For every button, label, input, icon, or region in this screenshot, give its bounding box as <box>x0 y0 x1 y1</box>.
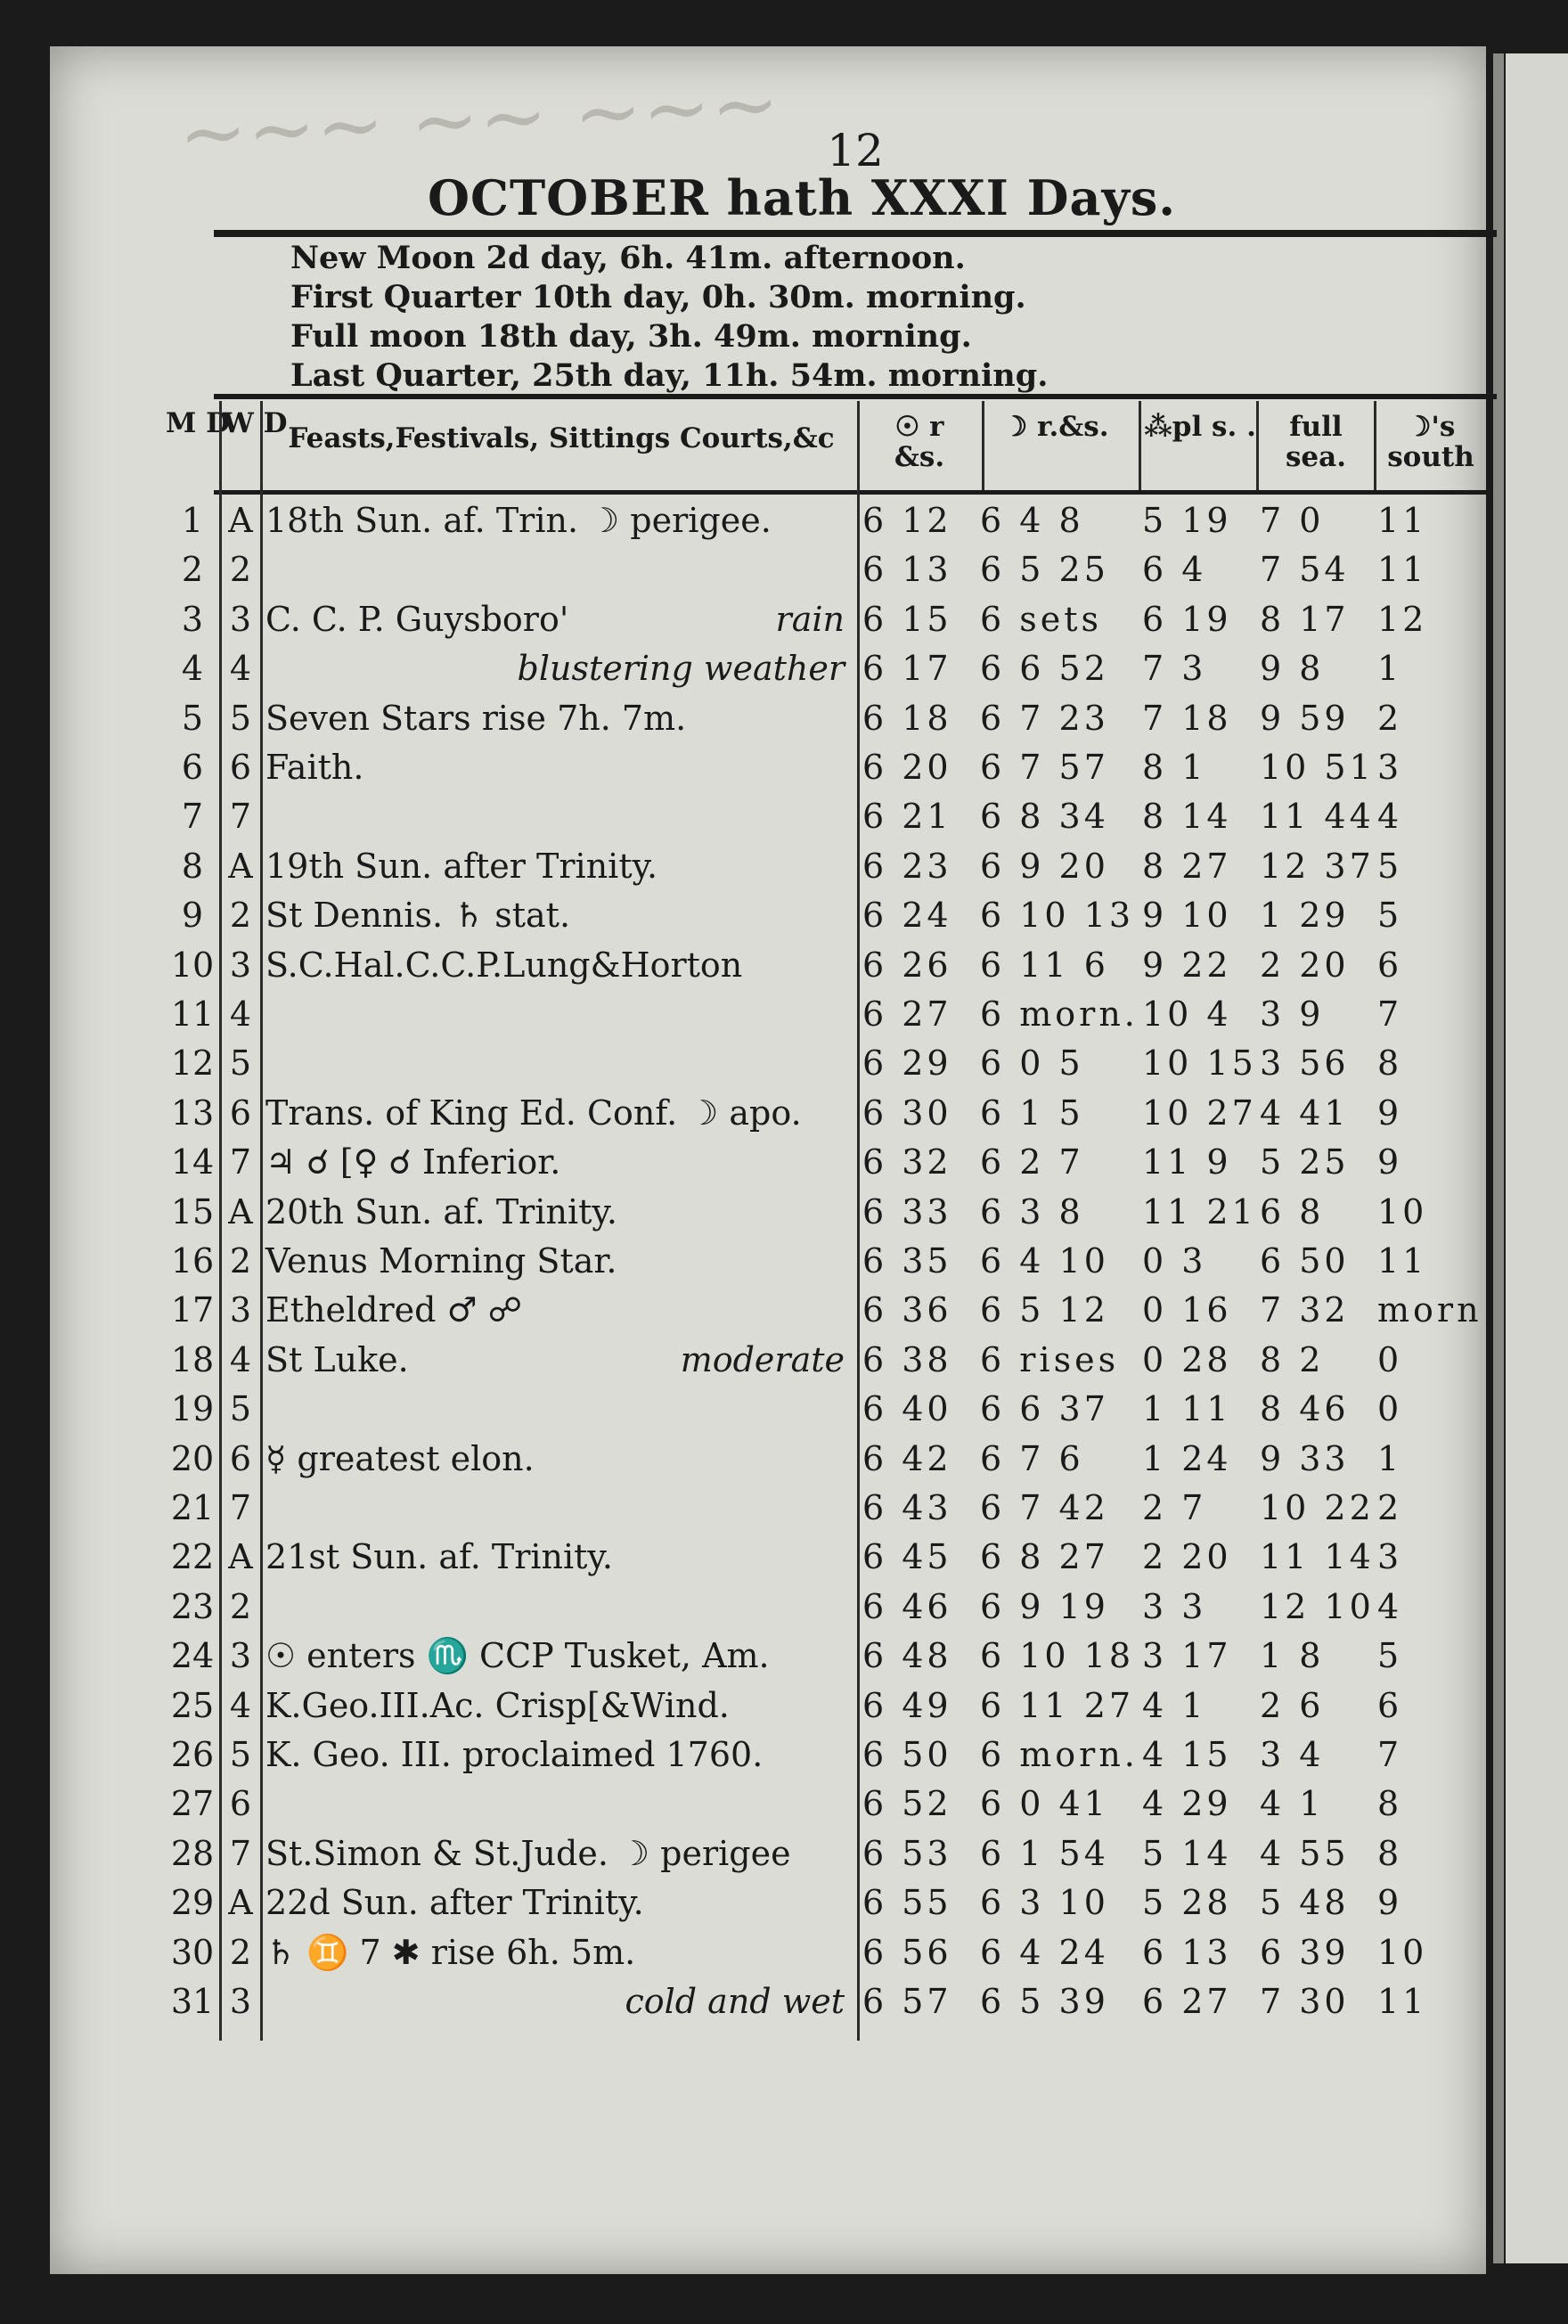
cell-feast: Venus Morning Star. <box>265 1241 617 1281</box>
cell-full-sea: 6 50 <box>1260 1241 1350 1281</box>
cell-moon-rise-set: 6 morn. <box>980 994 1139 1034</box>
cell-seven-stars: 4 1 <box>1142 1685 1207 1725</box>
cell-full-sea: 4 1 <box>1260 1784 1325 1824</box>
cell-seven-stars: 0 3 <box>1142 1241 1207 1281</box>
cell-feast: St Dennis. ♄ stat. <box>265 896 571 936</box>
table-row <box>0 1587 1568 1636</box>
cell-full-sea: 10 51 <box>1260 748 1375 787</box>
cell-sun-rise-set: 6 38 <box>862 1339 952 1379</box>
moon-phases <box>290 239 1048 396</box>
cell-moon-rise-set: 6 3 10 <box>980 1883 1109 1923</box>
table-row <box>0 1784 1568 1833</box>
cell-moon-rise-set: 6 6 37 <box>980 1389 1109 1429</box>
cell-moon-rise-set: 6 rises <box>980 1339 1120 1379</box>
cell-sun-rise-set: 6 24 <box>862 896 952 936</box>
cell-feast: 22d Sun. after Trinity. <box>265 1883 644 1923</box>
cell-moon-rise-set: 6 0 41 <box>980 1784 1109 1824</box>
cell-moon-south: morn <box>1377 1290 1482 1330</box>
cell-seven-stars: 5 28 <box>1142 1883 1232 1923</box>
cell-week-day: 2 <box>229 1241 252 1281</box>
cell-full-sea: 7 32 <box>1260 1290 1350 1330</box>
cell-sun-rise-set: 6 52 <box>862 1784 952 1824</box>
cell-moon-rise-set: 6 1 54 <box>980 1833 1109 1873</box>
cell-sun-rise-set: 6 56 <box>862 1932 952 1972</box>
cell-month-day: 1 <box>181 501 204 540</box>
cell-full-sea: 3 4 <box>1260 1735 1325 1774</box>
cell-moon-south: 5 <box>1377 1636 1403 1676</box>
cell-sun-rise-set: 6 42 <box>862 1438 952 1478</box>
cell-full-sea: 1 8 <box>1260 1636 1325 1676</box>
cell-feast: ☉ enters ♏ CCP Tusket, Am. <box>265 1636 770 1676</box>
cell-moon-south: 6 <box>1377 945 1403 985</box>
table-row <box>0 1537 1568 1586</box>
cell-month-day: 30 <box>170 1932 215 1972</box>
cell-moon-south: 8 <box>1377 1043 1403 1084</box>
cell-week-day: 7 <box>229 1488 252 1527</box>
cell-seven-stars: 5 14 <box>1142 1833 1232 1873</box>
moon-phase-first-quarter: First Quarter 10th day, 0h. 30m. morning. <box>290 279 1026 315</box>
rule-stars <box>1256 401 1259 490</box>
cell-moon-rise-set: 6 8 27 <box>980 1537 1109 1577</box>
cell-moon-south: 4 <box>1377 797 1403 837</box>
cell-sun-rise-set: 6 12 <box>862 501 952 540</box>
table-row <box>0 1142 1568 1191</box>
cell-seven-stars: 10 4 <box>1142 994 1232 1034</box>
cell-week-day: 5 <box>229 1389 252 1429</box>
cell-moon-rise-set: 6 morn. <box>980 1735 1139 1774</box>
cell-sun-rise-set: 6 48 <box>862 1636 952 1676</box>
cell-full-sea: 7 54 <box>1260 550 1350 590</box>
rule-moon <box>1139 401 1141 490</box>
cell-sun-rise-set: 6 20 <box>862 748 952 787</box>
cell-moon-rise-set: 6 11 6 <box>980 945 1109 985</box>
cell-full-sea: 1 29 <box>1260 896 1350 936</box>
cell-week-day: 3 <box>229 1982 252 2021</box>
table-row <box>0 847 1568 896</box>
cell-month-day: 31 <box>170 1982 215 2021</box>
cell-sun-rise-set: 6 23 <box>862 846 952 886</box>
table-row <box>0 945 1568 994</box>
cell-seven-stars: 3 3 <box>1142 1586 1207 1626</box>
cell-sun-rise-set: 6 36 <box>862 1290 952 1330</box>
cell-week-day: 4 <box>229 994 252 1034</box>
cell-feast: Etheldred ♂ ☍ <box>265 1290 523 1330</box>
cell-moon-rise-set: 6 7 23 <box>980 698 1109 738</box>
cell-month-day: 4 <box>181 649 204 689</box>
cell-feast: St.Simon & St.Jude. ☽ perigee <box>265 1833 791 1873</box>
cell-sun-rise-set: 6 55 <box>862 1883 952 1923</box>
cell-seven-stars: 8 14 <box>1142 797 1232 837</box>
cell-month-day: 25 <box>170 1685 215 1725</box>
cell-month-day: 28 <box>170 1833 215 1873</box>
cell-sun-rise-set: 6 26 <box>862 945 952 985</box>
cell-seven-stars: 8 1 <box>1142 748 1207 787</box>
rule-sea <box>1374 401 1376 490</box>
cell-full-sea: 3 9 <box>1260 994 1325 1034</box>
cell-sun-rise-set: 6 35 <box>862 1241 952 1281</box>
cell-sun-rise-set: 6 50 <box>862 1735 952 1774</box>
cell-moon-rise-set: 6 7 6 <box>980 1438 1084 1478</box>
cell-full-sea: 4 41 <box>1260 1092 1350 1133</box>
table-row <box>0 896 1568 945</box>
cell-seven-stars: 2 7 <box>1142 1488 1207 1527</box>
cell-week-day: 7 <box>229 1833 252 1873</box>
cell-seven-stars: 8 27 <box>1142 846 1232 886</box>
cell-moon-rise-set: 6 9 19 <box>980 1586 1109 1626</box>
cell-moon-south: 9 <box>1377 1883 1403 1923</box>
cell-feast: 21st Sun. af. Trinity. <box>265 1537 613 1577</box>
table-row <box>0 649 1568 698</box>
cell-sun-rise-set: 6 53 <box>862 1833 952 1873</box>
cell-month-day: 5 <box>181 698 204 738</box>
cell-moon-rise-set: 6 2 7 <box>980 1142 1084 1182</box>
header-full-sea: full sea. <box>1285 411 1347 473</box>
cell-moon-rise-set: 6 7 57 <box>980 748 1109 787</box>
cell-moon-south: 7 <box>1377 994 1403 1034</box>
cell-moon-south: 1 <box>1377 649 1403 689</box>
cell-moon-south: 8 <box>1377 1833 1403 1873</box>
cell-moon-rise-set: 6 5 39 <box>980 1982 1109 2021</box>
cell-moon-south: 7 <box>1377 1735 1403 1774</box>
table-row <box>0 550 1568 599</box>
cell-week-day: 6 <box>229 1438 252 1478</box>
cell-moon-south: 8 <box>1377 1784 1403 1824</box>
cell-seven-stars: 6 13 <box>1142 1932 1232 1972</box>
cell-sun-rise-set: 6 49 <box>862 1685 952 1725</box>
cell-seven-stars: 1 24 <box>1142 1438 1232 1478</box>
cell-full-sea: 3 56 <box>1260 1043 1350 1084</box>
cell-feast: 20th Sun. af. Trinity. <box>265 1191 617 1232</box>
cell-moon-rise-set: 6 4 8 <box>980 501 1084 540</box>
header-month-day: M D <box>166 407 230 439</box>
cell-week-day: 2 <box>229 550 252 590</box>
table-row <box>0 1488 1568 1537</box>
cell-feast: 19th Sun. after Trinity. <box>265 846 658 886</box>
cell-seven-stars: 0 16 <box>1142 1290 1232 1330</box>
cell-month-day: 8 <box>181 846 204 886</box>
cell-week-day: A <box>228 1191 253 1232</box>
cell-full-sea: 2 20 <box>1260 945 1350 985</box>
cell-moon-rise-set: 6 3 8 <box>980 1191 1084 1232</box>
cell-full-sea: 5 48 <box>1260 1883 1350 1923</box>
cell-full-sea: 11 44 <box>1260 797 1375 837</box>
cell-week-day: A <box>228 1883 253 1923</box>
cell-month-day: 15 <box>170 1191 215 1232</box>
cell-sun-rise-set: 6 13 <box>862 550 952 590</box>
cell-month-day: 6 <box>181 748 204 787</box>
title-rule <box>214 230 1497 237</box>
cell-month-day: 12 <box>170 1043 215 1084</box>
cell-week-day: 3 <box>229 599 252 639</box>
table-row <box>0 1093 1568 1142</box>
cell-full-sea: 9 59 <box>1260 698 1350 738</box>
table-row <box>0 501 1568 550</box>
moon-phase-last-quarter: Last Quarter, 25th day, 11h. 54m. morning. <box>290 357 1049 394</box>
cell-seven-stars: 7 18 <box>1142 698 1232 738</box>
cell-feast: 18th Sun. af. Trin. ☽ perigee. <box>265 501 772 540</box>
cell-week-day: A <box>228 846 253 886</box>
cell-weather: blustering weather <box>517 649 845 689</box>
cell-week-day: 6 <box>229 1784 252 1824</box>
cell-week-day: 2 <box>229 896 252 936</box>
cell-month-day: 16 <box>170 1241 215 1281</box>
table-row <box>0 699 1568 748</box>
header-sun: ☉ r &s. <box>894 411 945 473</box>
cell-sun-rise-set: 6 17 <box>862 649 952 689</box>
header-feasts: Feasts,Festivals, Sittings Courts,&c <box>288 422 835 454</box>
cell-moon-south: 12 <box>1377 599 1428 639</box>
cell-month-day: 23 <box>170 1586 215 1626</box>
cell-sun-rise-set: 6 27 <box>862 994 952 1034</box>
cell-sun-rise-set: 6 43 <box>862 1488 952 1527</box>
cell-week-day: 7 <box>229 1142 252 1182</box>
cell-feast: S.C.Hal.C.C.P.Lung&Horton <box>265 945 743 985</box>
cell-moon-rise-set: 6 9 20 <box>980 846 1109 886</box>
cell-week-day: 5 <box>229 1043 252 1084</box>
cell-seven-stars: 6 19 <box>1142 599 1232 639</box>
cell-month-day: 26 <box>170 1735 215 1774</box>
cell-month-day: 11 <box>170 994 215 1034</box>
cell-feast: K. Geo. III. proclaimed 1760. <box>265 1735 764 1774</box>
cell-full-sea: 9 8 <box>1260 649 1325 689</box>
cell-month-day: 24 <box>170 1636 215 1676</box>
cell-moon-south: 1 <box>1377 1438 1403 1478</box>
cell-seven-stars: 1 11 <box>1142 1389 1232 1429</box>
cell-month-day: 27 <box>170 1784 215 1824</box>
table-row <box>0 1439 1568 1488</box>
table-row <box>0 1883 1568 1932</box>
cell-moon-rise-set: 6 5 25 <box>980 550 1109 590</box>
cell-full-sea: 7 0 <box>1260 501 1325 540</box>
cell-moon-rise-set: 6 1 5 <box>980 1092 1084 1133</box>
table-row <box>0 1389 1568 1438</box>
cell-moon-south: 0 <box>1377 1389 1403 1429</box>
table-row <box>0 1192 1568 1241</box>
cell-moon-south: 11 <box>1377 1241 1428 1281</box>
moon-phase-full: Full moon 18th day, 3h. 49m. morning. <box>290 318 972 355</box>
cell-moon-south: 2 <box>1377 1488 1403 1527</box>
cell-sun-rise-set: 6 33 <box>862 1191 952 1232</box>
cell-week-day: 3 <box>229 1290 252 1330</box>
cell-seven-stars: 6 27 <box>1142 1982 1232 2021</box>
cell-feast: St Luke. <box>265 1339 409 1379</box>
cell-seven-stars: 4 15 <box>1142 1735 1232 1774</box>
cell-sun-rise-set: 6 45 <box>862 1537 952 1577</box>
phases-rule <box>214 394 1497 399</box>
cell-sun-rise-set: 6 40 <box>862 1389 952 1429</box>
cell-week-day: 6 <box>229 1092 252 1133</box>
cell-weather: rain <box>775 599 845 639</box>
table-row <box>0 1340 1568 1389</box>
table-row <box>0 1933 1568 1982</box>
cell-moon-south: 9 <box>1377 1092 1403 1133</box>
cell-moon-south: 11 <box>1377 1982 1428 2021</box>
cell-month-day: 22 <box>170 1537 215 1577</box>
cell-full-sea: 10 22 <box>1260 1488 1375 1527</box>
table-row <box>0 1241 1568 1290</box>
cell-full-sea: 4 55 <box>1260 1833 1350 1873</box>
cell-moon-rise-set: 6 0 5 <box>980 1043 1084 1084</box>
cell-moon-south: 5 <box>1377 846 1403 886</box>
cell-moon-south: 10 <box>1377 1932 1428 1972</box>
cell-full-sea: 6 39 <box>1260 1932 1350 1972</box>
cell-month-day: 7 <box>181 797 204 837</box>
cell-feast: ☿ greatest elon. <box>265 1438 535 1478</box>
cell-month-day: 18 <box>170 1339 215 1379</box>
cell-week-day: 2 <box>229 1586 252 1626</box>
cell-seven-stars: 10 27 <box>1142 1092 1257 1133</box>
cell-feast: K.Geo.III.Ac. Crisp[&Wind. <box>265 1685 730 1725</box>
cell-sun-rise-set: 6 46 <box>862 1586 952 1626</box>
cell-week-day: 6 <box>229 748 252 787</box>
cell-full-sea: 12 10 <box>1260 1586 1375 1626</box>
table-row <box>0 1735 1568 1784</box>
cell-week-day: 3 <box>229 1636 252 1676</box>
cell-seven-stars: 0 28 <box>1142 1339 1232 1379</box>
cell-full-sea: 9 33 <box>1260 1438 1350 1478</box>
cell-full-sea: 11 14 <box>1260 1537 1375 1577</box>
cell-full-sea: 8 2 <box>1260 1339 1325 1379</box>
header-rule <box>214 490 1488 495</box>
cell-sun-rise-set: 6 18 <box>862 698 952 738</box>
cell-moon-south: 9 <box>1377 1142 1403 1182</box>
cell-week-day: A <box>228 1537 253 1577</box>
cell-month-day: 13 <box>170 1092 215 1133</box>
cell-seven-stars: 11 21 <box>1142 1191 1257 1232</box>
cell-moon-rise-set: 6 11 27 <box>980 1685 1135 1725</box>
cell-moon-south: 3 <box>1377 1537 1403 1577</box>
table-row <box>0 1834 1568 1883</box>
cell-month-day: 10 <box>170 945 215 985</box>
cell-month-day: 2 <box>181 550 204 590</box>
table-row <box>0 797 1568 846</box>
cell-seven-stars: 2 20 <box>1142 1537 1232 1577</box>
cell-moon-rise-set: 6 10 18 <box>980 1636 1135 1676</box>
cell-month-day: 19 <box>170 1389 215 1429</box>
cell-moon-south: 3 <box>1377 748 1403 787</box>
cell-weather: cold and wet <box>625 1982 845 2021</box>
cell-full-sea: 8 46 <box>1260 1389 1350 1429</box>
cell-seven-stars: 9 10 <box>1142 896 1232 936</box>
cell-moon-south: 10 <box>1377 1191 1428 1232</box>
cell-feast: C. C. P. Guysboro' <box>265 599 569 639</box>
cell-full-sea: 7 30 <box>1260 1982 1350 2021</box>
header-moon: ☽ r.&s. <box>1002 411 1109 443</box>
cell-moon-south: 4 <box>1377 1586 1403 1626</box>
cell-week-day: 4 <box>229 1685 252 1725</box>
cell-sun-rise-set: 6 32 <box>862 1142 952 1182</box>
cell-feast: Seven Stars rise 7h. 7m. <box>265 698 687 738</box>
cell-week-day: 4 <box>229 649 252 689</box>
cell-sun-rise-set: 6 57 <box>862 1982 952 2021</box>
table-row <box>0 1982 1568 2031</box>
cell-month-day: 3 <box>181 599 204 639</box>
cell-sun-rise-set: 6 29 <box>862 1043 952 1084</box>
cell-seven-stars: 9 22 <box>1142 945 1232 985</box>
table-row <box>0 1686 1568 1735</box>
rule-sun <box>982 401 984 490</box>
cell-seven-stars: 10 15 <box>1142 1043 1257 1084</box>
cell-weather: moderate <box>680 1339 845 1379</box>
cell-full-sea: 5 25 <box>1260 1142 1350 1182</box>
cell-seven-stars: 11 9 <box>1142 1142 1232 1182</box>
table-row <box>0 1290 1568 1339</box>
cell-month-day: 21 <box>170 1488 215 1527</box>
cell-sun-rise-set: 6 15 <box>862 599 952 639</box>
table-row <box>0 1636 1568 1685</box>
cell-seven-stars: 3 17 <box>1142 1636 1232 1676</box>
cell-full-sea: 6 8 <box>1260 1191 1325 1232</box>
cell-month-day: 20 <box>170 1438 215 1478</box>
cell-seven-stars: 5 19 <box>1142 501 1232 540</box>
cell-full-sea: 8 17 <box>1260 599 1350 639</box>
cell-moon-rise-set: 6 sets <box>980 599 1103 639</box>
cell-moon-south: 0 <box>1377 1339 1403 1379</box>
cell-month-day: 17 <box>170 1290 215 1330</box>
cell-moon-south: 5 <box>1377 896 1403 936</box>
cell-week-day: 5 <box>229 1735 252 1774</box>
cell-moon-rise-set: 6 4 24 <box>980 1932 1109 1972</box>
cell-seven-stars: 7 3 <box>1142 649 1207 689</box>
cell-week-day: 7 <box>229 797 252 837</box>
cell-moon-rise-set: 6 6 52 <box>980 649 1109 689</box>
table-row <box>0 748 1568 797</box>
cell-moon-south: 6 <box>1377 1685 1403 1725</box>
month-title: OCTOBER hath XXXI Days. <box>427 169 1177 226</box>
header-moon-south: ☽'s south <box>1387 411 1474 473</box>
cell-feast: Faith. <box>265 748 364 787</box>
cell-feast: ♄ ♊ 7 ✱ rise 6h. 5m. <box>265 1932 636 1972</box>
cell-month-day: 29 <box>170 1883 215 1923</box>
cell-feast: Trans. of King Ed. Conf. ☽ apo. <box>265 1092 802 1133</box>
table-row <box>0 600 1568 649</box>
cell-feast: ♃ ☌ [♀ ☌ Inferior. <box>265 1142 561 1182</box>
cell-moon-south: 11 <box>1377 550 1428 590</box>
cell-moon-rise-set: 6 4 10 <box>980 1241 1109 1281</box>
cell-moon-rise-set: 6 10 13 <box>980 896 1135 936</box>
cell-moon-rise-set: 6 7 42 <box>980 1488 1109 1527</box>
cell-month-day: 14 <box>170 1142 215 1182</box>
cell-week-day: 3 <box>229 945 252 985</box>
handwritten-scrawl: ~~~ ~~ ~~~ <box>176 55 782 183</box>
header-week-day: W D <box>223 407 288 439</box>
cell-sun-rise-set: 6 30 <box>862 1092 952 1133</box>
header-seven-stars: ⁂pl s. . <box>1144 411 1256 443</box>
cell-month-day: 9 <box>181 896 204 936</box>
cell-week-day: A <box>228 501 253 540</box>
cell-seven-stars: 4 29 <box>1142 1784 1232 1824</box>
cell-full-sea: 2 6 <box>1260 1685 1325 1725</box>
table-row <box>0 1043 1568 1092</box>
cell-full-sea: 12 37 <box>1260 846 1375 886</box>
cell-moon-rise-set: 6 5 12 <box>980 1290 1109 1330</box>
table-row <box>0 994 1568 1043</box>
page-number: 12 <box>827 125 884 176</box>
cell-moon-south: 11 <box>1377 501 1428 540</box>
cell-seven-stars: 6 4 <box>1142 550 1207 590</box>
cell-sun-rise-set: 6 21 <box>862 797 952 837</box>
cell-week-day: 4 <box>229 1339 252 1379</box>
cell-moon-rise-set: 6 8 34 <box>980 797 1109 837</box>
cell-week-day: 2 <box>229 1932 252 1972</box>
cell-week-day: 5 <box>229 698 252 738</box>
cell-moon-south: 2 <box>1377 698 1403 738</box>
moon-phase-new: New Moon 2d day, 6h. 41m. afternoon. <box>290 240 966 276</box>
